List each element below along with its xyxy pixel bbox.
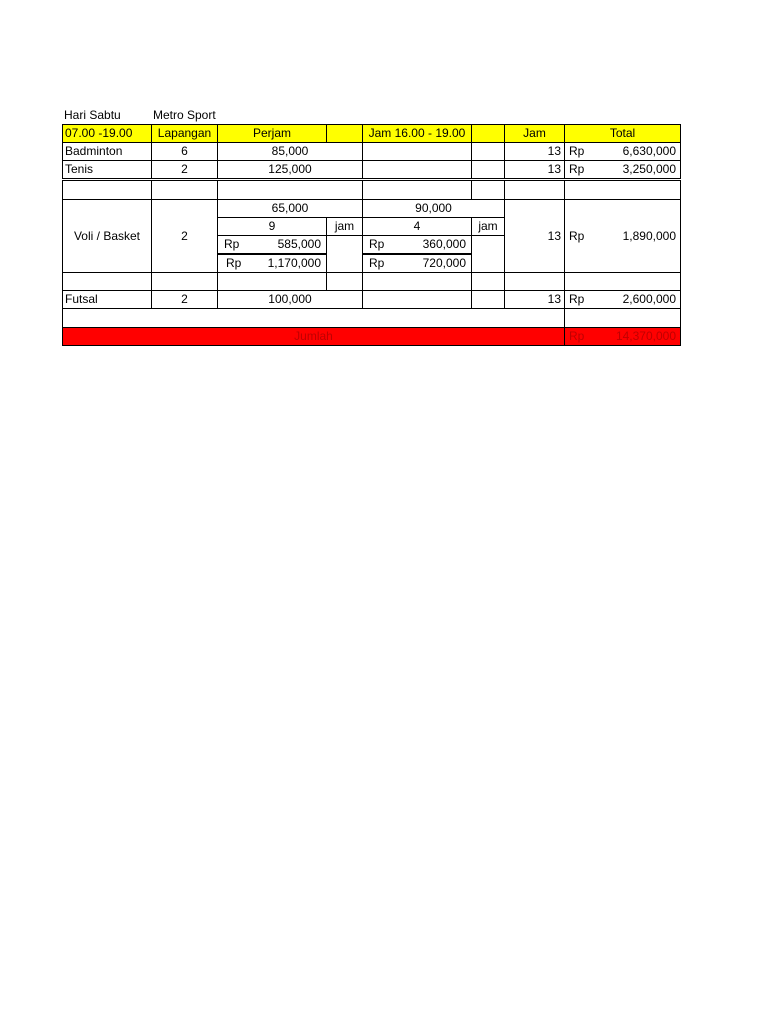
row-empty-2-g <box>504 272 565 291</box>
row-empty-1-c <box>217 180 363 200</box>
row-voli-total <box>564 199 681 273</box>
currency-label: Rp <box>569 162 585 176</box>
day-label: Hari Sabtu <box>64 108 121 122</box>
row-badminton-hours: 13 <box>504 142 565 161</box>
row-voli-subtotal-evening-2 <box>362 254 472 273</box>
row-futsal-evening <box>362 290 472 309</box>
row-badminton-courts: 6 <box>151 142 218 161</box>
row-voli-hours: 13 <box>504 199 565 273</box>
row-badminton-rate: 85,000 <box>217 142 363 161</box>
total-value: 2,600,000 <box>622 292 676 306</box>
row-voli-unit-evening: jam <box>471 217 505 236</box>
header-blank-2 <box>471 124 505 143</box>
row-empty-3-b <box>564 308 681 328</box>
row-tenis-hours: 13 <box>504 160 565 179</box>
row-empty-2-h <box>564 272 681 291</box>
row-empty-1-g <box>564 180 681 200</box>
subtotal-value: 720,000 <box>422 256 466 270</box>
row-empty-2-f <box>471 272 505 291</box>
currency-label: Rp <box>226 256 242 270</box>
total-value: 6,630,000 <box>622 144 676 158</box>
row-empty-1-a <box>62 180 152 200</box>
row-empty-1-f <box>504 180 565 200</box>
row-voli-name: Voli / Basket <box>62 199 152 273</box>
row-futsal-hours: 13 <box>504 290 565 309</box>
subtotal-value: 1,170,000 <box>267 256 321 270</box>
row-tenis-rate: 125,000 <box>217 160 363 179</box>
row-voli-courts: 2 <box>151 199 218 273</box>
row-empty-1-b <box>151 180 218 200</box>
header-evening: Jam 16.00 - 19.00 <box>362 124 472 143</box>
currency-label: Rp <box>569 144 585 158</box>
venue-label: Metro Sport <box>153 108 216 122</box>
row-voli-subtotal-day-1 <box>217 235 327 254</box>
row-empty-3-a <box>62 308 565 328</box>
subtotal-value: 360,000 <box>422 237 466 251</box>
row-empty-1-e <box>471 180 505 200</box>
row-voli-rate-day: 65,000 <box>217 199 363 218</box>
currency-label: Rp <box>569 329 585 343</box>
row-empty-2-c <box>217 272 327 291</box>
row-empty-2-b <box>151 272 218 291</box>
row-empty-2-d <box>326 272 363 291</box>
total-value: 1,890,000 <box>622 229 676 243</box>
row-voli-hours-day: 9 <box>217 217 327 236</box>
row-voli-subtotal-day-2 <box>217 254 327 273</box>
row-futsal-total <box>564 290 681 309</box>
currency-label: Rp <box>224 237 240 251</box>
summary-total <box>564 327 681 346</box>
row-voli-unit-day: jam <box>326 217 363 236</box>
row-futsal-name: Futsal <box>62 290 152 309</box>
row-voli-subtotal-evening-1 <box>362 235 472 254</box>
row-badminton-name: Badminton <box>62 142 152 161</box>
row-badminton-blank <box>471 142 505 161</box>
total-value: 14,370,000 <box>615 329 676 343</box>
currency-label: Rp <box>569 229 585 243</box>
row-tenis-blank <box>471 160 505 179</box>
row-tenis-courts: 2 <box>151 160 218 179</box>
row-empty-2-e <box>362 272 472 291</box>
row-tenis-evening <box>362 160 472 179</box>
row-badminton-evening <box>362 142 472 161</box>
row-voli-rate-evening: 90,000 <box>362 199 505 218</box>
header-courts: Lapangan <box>151 124 218 143</box>
row-tenis-name: Tenis <box>62 160 152 179</box>
header-jam: Jam <box>504 124 565 143</box>
summary-label: Jumlah <box>62 327 565 346</box>
row-futsal-rate: 100,000 <box>217 290 363 309</box>
row-tenis-total <box>564 160 681 179</box>
row-futsal-blank <box>471 290 505 309</box>
row-empty-1-d <box>362 180 472 200</box>
subtotal-value: 585,000 <box>277 237 321 251</box>
total-value: 3,250,000 <box>622 162 676 176</box>
currency-label: Rp <box>369 237 385 251</box>
header-hours: 07.00 -19.00 <box>62 124 152 143</box>
row-empty-2-a <box>62 272 152 291</box>
row-futsal-courts: 2 <box>151 290 218 309</box>
currency-label: Rp <box>369 256 385 270</box>
currency-label: Rp <box>569 292 585 306</box>
row-badminton-total <box>564 142 681 161</box>
header-total: Total <box>564 124 681 143</box>
row-voli-hours-evening: 4 <box>362 217 472 236</box>
header-blank-1 <box>326 124 363 143</box>
header-per-hour: Perjam <box>217 124 327 143</box>
